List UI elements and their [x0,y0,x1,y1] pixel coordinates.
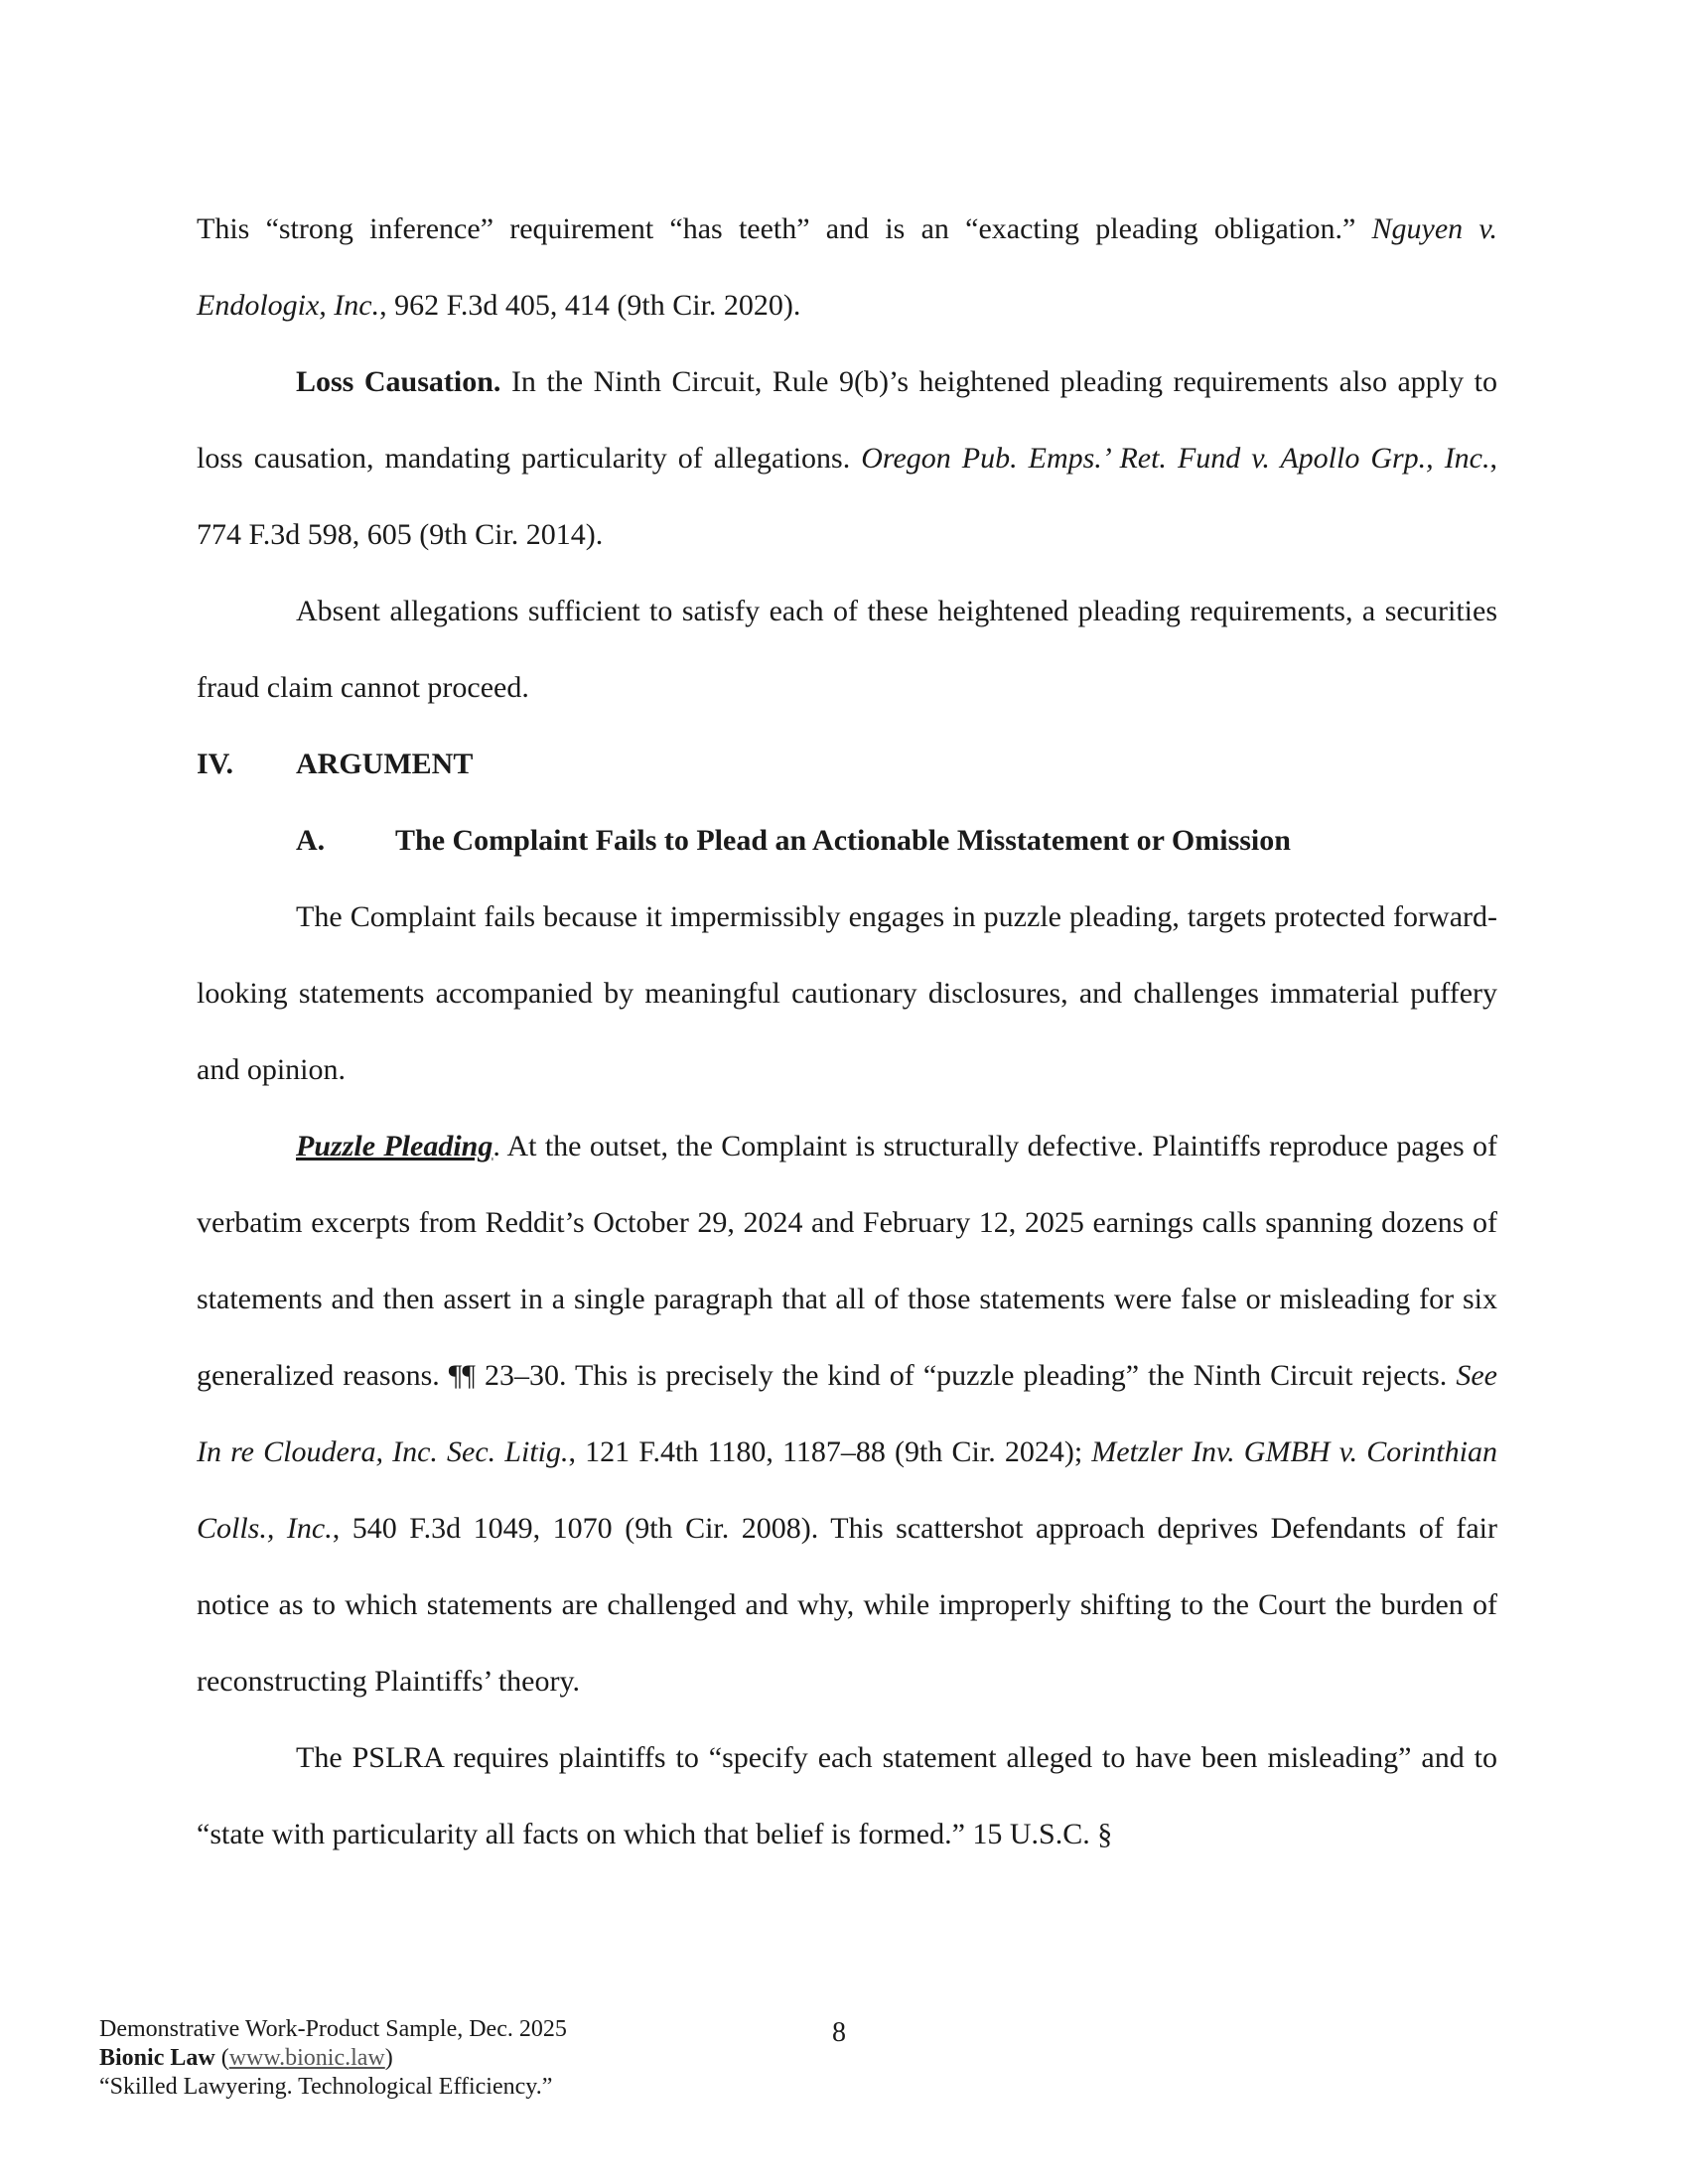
text: Absent allegations sufficient to satisfy each of these heightened pleading requirements, a securities fraud claim cannot proceed. [197,595,1497,704]
page-number: 8 [832,2017,846,2048]
text: The PSLRA requires plaintiffs to “specify each statement alleged to have been misleading” and to “state with particularity all facts on which that belief is formed.” 15 U.S.C. § [197,1741,1497,1850]
text: . At the outset, the Complaint is structurally defective. Plaintiffs reproduce pages of verbatim excerpts from Reddit’s October 29, 2024 and February 12, 2025 earnings calls spanning dozens of statements and then assert in a single paragraph that all of those statements were false or misleading for six generalized reasons. ¶¶ 23–30. This is precisely the kind of “puzzle pleading” the Ninth Circuit rejects. [197,1130,1497,1392]
page-footer [99,2015,567,2102]
section-title: ARGUMENT [296,748,474,780]
paragraph-loss-causation [197,343,1497,573]
section-heading-argument [197,726,1497,802]
paragraph-complaint-fails [197,879,1497,1108]
paragraph-pslra [197,1719,1497,1872]
footer-line-firm [99,2044,567,2073]
subsection-title: The Complaint Fails to Plead an Actionable Misstatement or Omission [395,824,1291,857]
text: , 540 F.3d 1049, 1070 (9th Cir. 2008). This scattershot approach deprives Defendants of fair notice as to which statements are challenged and why, while improperly shifting to the Court the burden of reconstructing Plaintiffs’ theory. [197,1512,1497,1698]
paren-close: ) [384,2045,393,2071]
case-citation: Oregon Pub. Emps.’ Ret. Fund v. Apollo Grp., Inc. [861,442,1490,475]
run-in-heading: Loss Causation. [296,365,501,398]
text: , 962 F.3d 405, 414 (9th Cir. 2020). [379,289,801,322]
section-number: IV. [197,748,233,780]
paragraph-absent-allegations [197,573,1497,726]
text: , 774 F.3d 598, 605 (9th Cir. 2014). [197,442,1498,551]
paragraph-strong-inference [197,191,1497,343]
subsection-number: A. [296,824,326,857]
paragraph-puzzle-pleading [197,1108,1497,1719]
footer-tagline: “Skilled Lawyering. Technological Efficiency.” [99,2074,553,2100]
footer-line-sample: Demonstrative Work-Product Sample, Dec. 2025 [99,2016,567,2042]
text: The Complaint fails because it impermissibly engages in puzzle pleading, targets protected forward-looking statements accompanied by meaningful cautionary disclosures, and challenges immaterial puffery and opinion. [197,900,1497,1086]
subsection-heading-a [197,802,1497,879]
case-citation: Metzler Inv. GMBH v. Corinthian Colls., Inc. [197,1435,1497,1545]
paren-open: ( [214,2045,229,2071]
text: , 121 F.4th 1180, 1187–88 (9th Cir. 2024); [568,1435,1092,1468]
firm-website-link[interactable]: www.bionic.law [228,2045,385,2071]
firm-name: Bionic Law [99,2045,215,2071]
text: This “strong inference” requirement “has teeth” and is an “exacting pleading obligation.” [197,212,1372,245]
document-body [197,191,1497,1872]
case-citation: Nguyen v. Endologix, Inc. [197,212,1497,322]
case-citation: See In re Cloudera, Inc. Sec. Litig. [197,1359,1497,1468]
run-in-heading: Puzzle Pleading [296,1130,493,1162]
text: In the Ninth Circuit, Rule 9(b)’s heightened pleading requirements also apply to loss causation, mandating particularity of allegations. [197,365,1497,475]
